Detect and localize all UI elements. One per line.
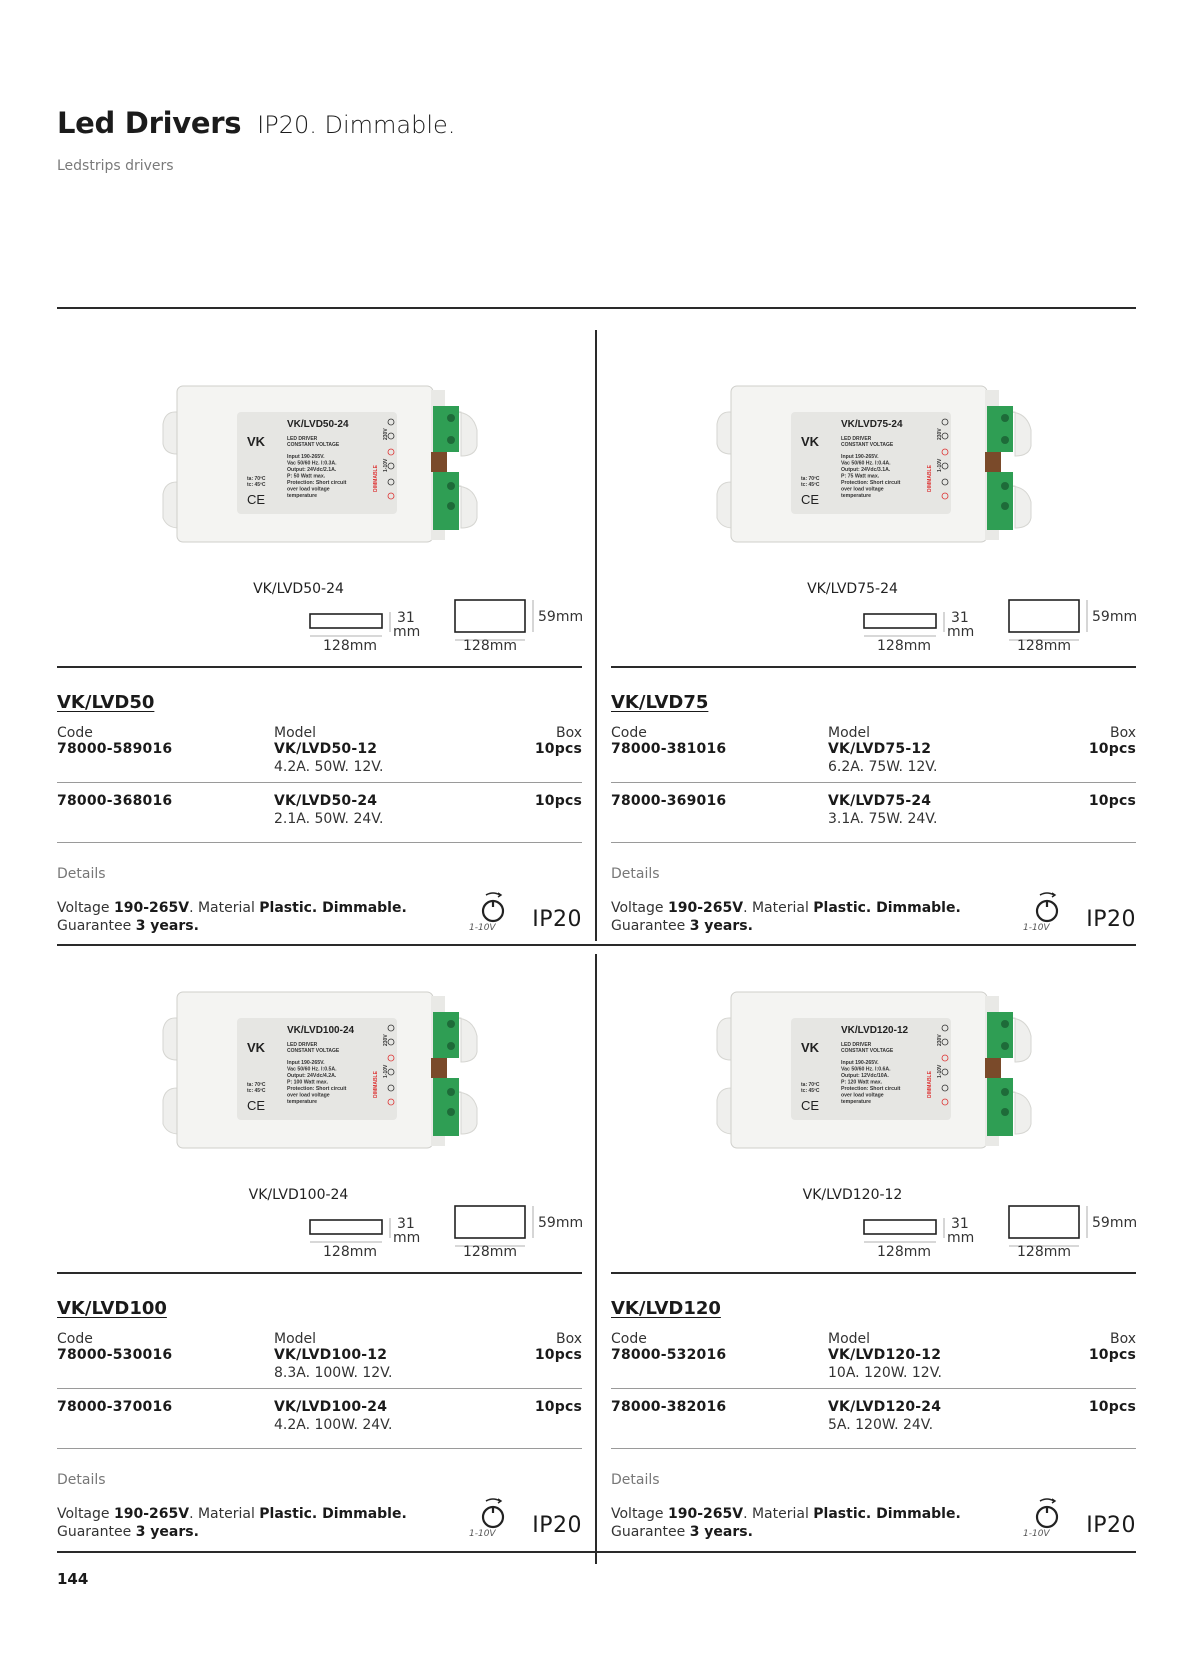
column-header-model: Model xyxy=(274,725,317,741)
sticker-type: LED DRIVER xyxy=(841,436,872,442)
sticker-spec-line: Protection: Short circuit xyxy=(287,480,347,486)
sticker-1-10v: 1-10V xyxy=(937,1064,943,1078)
dimension-depth-label: 59mm xyxy=(538,609,584,625)
row-spec: 2.1A. 50W. 24V. xyxy=(274,811,384,827)
row-divider xyxy=(57,842,582,843)
sticker-brand: VK xyxy=(247,434,266,449)
ce-mark: CE xyxy=(801,492,820,507)
sticker-type-2: CONSTANT VOLTAGE xyxy=(287,1048,340,1054)
row-box: 10pcs xyxy=(534,741,582,757)
sticker-tc: tc: 45ºC xyxy=(801,1088,820,1094)
series-title: VK/LVD75 xyxy=(611,692,709,713)
dimension-depth-width-label: 128mm xyxy=(463,1244,517,1260)
sticker-spec-line: Protection: Short circuit xyxy=(841,480,901,486)
sticker-type-2: CONSTANT VOLTAGE xyxy=(841,442,894,448)
page-title-suffix: IP20. Dimmable. xyxy=(257,111,456,139)
sticker-spec-line: Output: 24Vdc/3.1A. xyxy=(841,467,891,473)
sticker-spec-line: Input 190-265V. xyxy=(287,454,325,460)
row-box: 10pcs xyxy=(534,1399,582,1415)
row-model: VK/LVD120-24 xyxy=(828,1399,942,1415)
sticker-spec-line: over load voltage xyxy=(287,1092,330,1099)
row-divider xyxy=(611,842,1136,843)
dimension-height-unit: mm xyxy=(947,1230,975,1246)
sticker-spec-line: temperature xyxy=(287,493,317,499)
sticker-brand: VK xyxy=(247,1040,266,1055)
ce-mark: CE xyxy=(801,1098,820,1113)
details-text: Voltage 190-265V. Material Plastic. Dimmable. Guarantee 3 years. xyxy=(611,1506,961,1540)
dimension-width-label: 128mm xyxy=(877,1244,931,1260)
row-code: 78000-589016 xyxy=(57,741,173,757)
sticker-title: VK/LVD120-12 xyxy=(841,1025,909,1036)
ce-mark: CE xyxy=(247,492,266,507)
row-model: VK/LVD75-12 xyxy=(828,741,932,757)
row-divider xyxy=(57,782,582,783)
page-title: Led Drivers xyxy=(57,106,242,140)
row-divider xyxy=(57,1388,582,1389)
sticker-spec-line: Vac 50/60 Hz. I:0.5A. xyxy=(287,1066,337,1073)
row-spec: 4.2A. 50W. 12V. xyxy=(274,759,384,775)
sticker-spec-line: over load voltage xyxy=(287,486,330,493)
sticker-1-10v: 1-10V xyxy=(383,458,389,472)
details-label: Details xyxy=(57,1472,106,1488)
sticker-spec-line: Output: 24Vdc/2.1A. xyxy=(287,467,337,473)
sticker-tc: tc: 45ºC xyxy=(247,482,266,488)
row-divider xyxy=(611,782,1136,783)
page-number: 144 xyxy=(57,1570,89,1588)
dimension-height-unit: mm xyxy=(393,1230,421,1246)
details-label: Details xyxy=(57,866,106,882)
product-image-caption: VK/LVD120-12 xyxy=(802,1187,903,1203)
sticker-title: VK/LVD50-24 xyxy=(287,419,349,430)
dimension-depth-width-label: 128mm xyxy=(463,638,517,654)
sticker-ta: ta: 70ºC xyxy=(801,476,820,482)
row-model: VK/LVD50-12 xyxy=(274,741,378,757)
column-header-model: Model xyxy=(274,1331,317,1347)
sticker-spec-line: P: 120 Watt max. xyxy=(841,1079,883,1086)
sticker-spec-line: Output: 24Vdc/4.2A. xyxy=(287,1073,337,1079)
column-header-box: Box xyxy=(555,725,582,741)
sticker-ta: ta: 70ºC xyxy=(801,1082,820,1088)
row-code: 78000-368016 xyxy=(57,793,173,809)
ip-rating: IP20 xyxy=(1086,907,1136,932)
row-code: 78000-370016 xyxy=(57,1399,173,1415)
row-spec: 6.2A. 75W. 12V. xyxy=(828,759,938,775)
column-header-box: Box xyxy=(555,1331,582,1347)
sticker-spec-line: P: 50 Watt max. xyxy=(287,473,326,480)
column-header-code: Code xyxy=(611,1331,647,1347)
dimension-width-label: 128mm xyxy=(323,1244,377,1260)
product-image-caption: VK/LVD50-24 xyxy=(253,581,344,597)
sticker-spec-line: temperature xyxy=(841,1099,871,1105)
sticker-spec-line: Protection: Short circuit xyxy=(841,1086,901,1092)
sticker-type: LED DRIVER xyxy=(287,1042,318,1048)
dimmer-label: 1-10V xyxy=(1023,1529,1050,1539)
sticker-type-2: CONSTANT VOLTAGE xyxy=(841,1048,894,1054)
sticker-type: LED DRIVER xyxy=(287,436,318,442)
row-divider xyxy=(57,1448,582,1449)
product-image xyxy=(709,382,1039,552)
row-divider xyxy=(611,1388,1136,1389)
column-header-box: Box xyxy=(1109,725,1136,741)
sticker-dimmable: DIMMABLE xyxy=(373,465,379,492)
section-divider xyxy=(611,666,1136,668)
sticker-230v: 230V xyxy=(937,428,943,440)
sticker-spec-line: temperature xyxy=(287,1099,317,1105)
dimension-depth-width-label: 128mm xyxy=(1017,638,1071,654)
product-card-vk-lvd100 xyxy=(57,950,582,1555)
sticker-spec-line: Vac 50/60 Hz. I:0.4A. xyxy=(841,460,891,467)
row-code: 78000-530016 xyxy=(57,1347,173,1363)
dimension-depth-label: 59mm xyxy=(538,1215,584,1231)
details-label: Details xyxy=(611,1472,660,1488)
sticker-spec-line: P: 100 Watt max. xyxy=(287,1079,329,1086)
sticker-spec-line: P: 75 Watt max. xyxy=(841,473,880,480)
sticker-ta: ta: 70ºC xyxy=(247,1082,266,1088)
product-image xyxy=(709,988,1039,1158)
column-header-code: Code xyxy=(57,1331,93,1347)
row-model: VK/LVD100-12 xyxy=(274,1347,388,1363)
dimension-depth-width-label: 128mm xyxy=(1017,1244,1071,1260)
section-divider xyxy=(57,1272,582,1274)
column-header-code: Code xyxy=(57,725,93,741)
dimension-height-unit: mm xyxy=(393,624,421,640)
row-spec: 4.2A. 100W. 24V. xyxy=(274,1417,393,1433)
sticker-spec-line: temperature xyxy=(841,493,871,499)
dimension-height-label: 31 xyxy=(397,610,415,626)
row-box: 10pcs xyxy=(1088,741,1136,757)
column-header-model: Model xyxy=(828,725,871,741)
dimension-height-label: 31 xyxy=(951,1216,969,1232)
top-divider xyxy=(57,307,1136,309)
sticker-tc: tc: 45ºC xyxy=(247,1088,266,1094)
sticker-230v: 230V xyxy=(383,1034,389,1046)
dimension-depth-label: 59mm xyxy=(1092,609,1138,625)
sticker-spec-line: Input 190-265V. xyxy=(287,1060,325,1066)
row-model: VK/LVD50-24 xyxy=(274,793,378,809)
product-card-vk-lvd120 xyxy=(611,950,1136,1555)
row-model: VK/LVD120-12 xyxy=(828,1347,942,1363)
row-spec: 5A. 120W. 24V. xyxy=(828,1417,934,1433)
dimension-height-unit: mm xyxy=(947,624,975,640)
ip-rating: IP20 xyxy=(1086,1513,1136,1538)
details-text: Voltage 190-265V. Material Plastic. Dimmable. Guarantee 3 years. xyxy=(57,900,407,934)
sticker-spec-line: over load voltage xyxy=(841,1092,884,1099)
sticker-spec-line: Protection: Short circuit xyxy=(287,1086,347,1092)
dimension-width-label: 128mm xyxy=(877,638,931,654)
column-header-model: Model xyxy=(828,1331,871,1347)
row-box: 10pcs xyxy=(534,1347,582,1363)
sticker-230v: 230V xyxy=(937,1034,943,1046)
sticker-brand: VK xyxy=(801,434,820,449)
section-divider xyxy=(57,666,582,668)
row-spec: 10A. 120W. 12V. xyxy=(828,1365,942,1381)
sticker-brand: VK xyxy=(801,1040,820,1055)
sticker-dimmable: DIMMABLE xyxy=(927,465,933,492)
ce-mark: CE xyxy=(247,1098,266,1113)
sticker-type: LED DRIVER xyxy=(841,1042,872,1048)
dimension-width-label: 128mm xyxy=(323,638,377,654)
sticker-ta: ta: 70ºC xyxy=(247,476,266,482)
sticker-title: VK/LVD100-24 xyxy=(287,1025,355,1036)
dimmer-label: 1-10V xyxy=(1023,923,1050,933)
sticker-dimmable: DIMMABLE xyxy=(373,1071,379,1098)
row-box: 10pcs xyxy=(1088,793,1136,809)
series-title: VK/LVD120 xyxy=(611,1298,721,1319)
dimension-height-label: 31 xyxy=(951,610,969,626)
product-image-caption: VK/LVD100-24 xyxy=(248,1187,349,1203)
product-card-vk-lvd75 xyxy=(611,344,1136,949)
page-subtitle: Ledstrips drivers xyxy=(57,158,174,174)
row-divider xyxy=(611,1448,1136,1449)
sticker-1-10v: 1-10V xyxy=(383,1064,389,1078)
row-box: 10pcs xyxy=(1088,1347,1136,1363)
product-card-vk-lvd50 xyxy=(57,344,582,949)
row-code: 78000-532016 xyxy=(611,1347,727,1363)
sticker-title: VK/LVD75-24 xyxy=(841,419,903,430)
product-image xyxy=(155,988,485,1158)
row-model: VK/LVD100-24 xyxy=(274,1399,388,1415)
details-label: Details xyxy=(611,866,660,882)
sticker-1-10v: 1-10V xyxy=(937,458,943,472)
series-title: VK/LVD100 xyxy=(57,1298,167,1319)
row-spec: 3.1A. 75W. 24V. xyxy=(828,811,938,827)
sticker-spec-line: Input 190-265V. xyxy=(841,454,879,460)
product-image xyxy=(155,382,485,552)
sticker-spec-line: Vac 50/60 Hz. I:0.3A. xyxy=(287,460,337,467)
section-divider xyxy=(611,1272,1136,1274)
series-title: VK/LVD50 xyxy=(57,692,155,713)
ip-rating: IP20 xyxy=(532,1513,582,1538)
row-code: 78000-381016 xyxy=(611,741,727,757)
sticker-230v: 230V xyxy=(383,428,389,440)
dimmer-label: 1-10V xyxy=(469,923,496,933)
row-model: VK/LVD75-24 xyxy=(828,793,932,809)
details-text: Voltage 190-265V. Material Plastic. Dimmable. Guarantee 3 years. xyxy=(611,900,961,934)
row-code: 78000-369016 xyxy=(611,793,727,809)
sticker-spec-line: Output: 12Vdc/10A. xyxy=(841,1073,889,1079)
sticker-type-2: CONSTANT VOLTAGE xyxy=(287,442,340,448)
row-spec: 8.3A. 100W. 12V. xyxy=(274,1365,393,1381)
sticker-spec-line: Vac 50/60 Hz. I:0.6A. xyxy=(841,1066,891,1073)
sticker-spec-line: over load voltage xyxy=(841,486,884,493)
details-text: Voltage 190-265V. Material Plastic. Dimmable. Guarantee 3 years. xyxy=(57,1506,407,1540)
product-image-caption: VK/LVD75-24 xyxy=(807,581,898,597)
sticker-dimmable: DIMMABLE xyxy=(927,1071,933,1098)
dimension-depth-label: 59mm xyxy=(1092,1215,1138,1231)
column-header-code: Code xyxy=(611,725,647,741)
sticker-tc: tc: 45ºC xyxy=(801,482,820,488)
page-heading xyxy=(57,106,455,140)
dimmer-label: 1-10V xyxy=(469,1529,496,1539)
row-box: 10pcs xyxy=(1088,1399,1136,1415)
sticker-spec-line: Input 190-265V. xyxy=(841,1060,879,1066)
column-header-box: Box xyxy=(1109,1331,1136,1347)
dimension-height-label: 31 xyxy=(397,1216,415,1232)
ip-rating: IP20 xyxy=(532,907,582,932)
row-box: 10pcs xyxy=(534,793,582,809)
row-code: 78000-382016 xyxy=(611,1399,727,1415)
